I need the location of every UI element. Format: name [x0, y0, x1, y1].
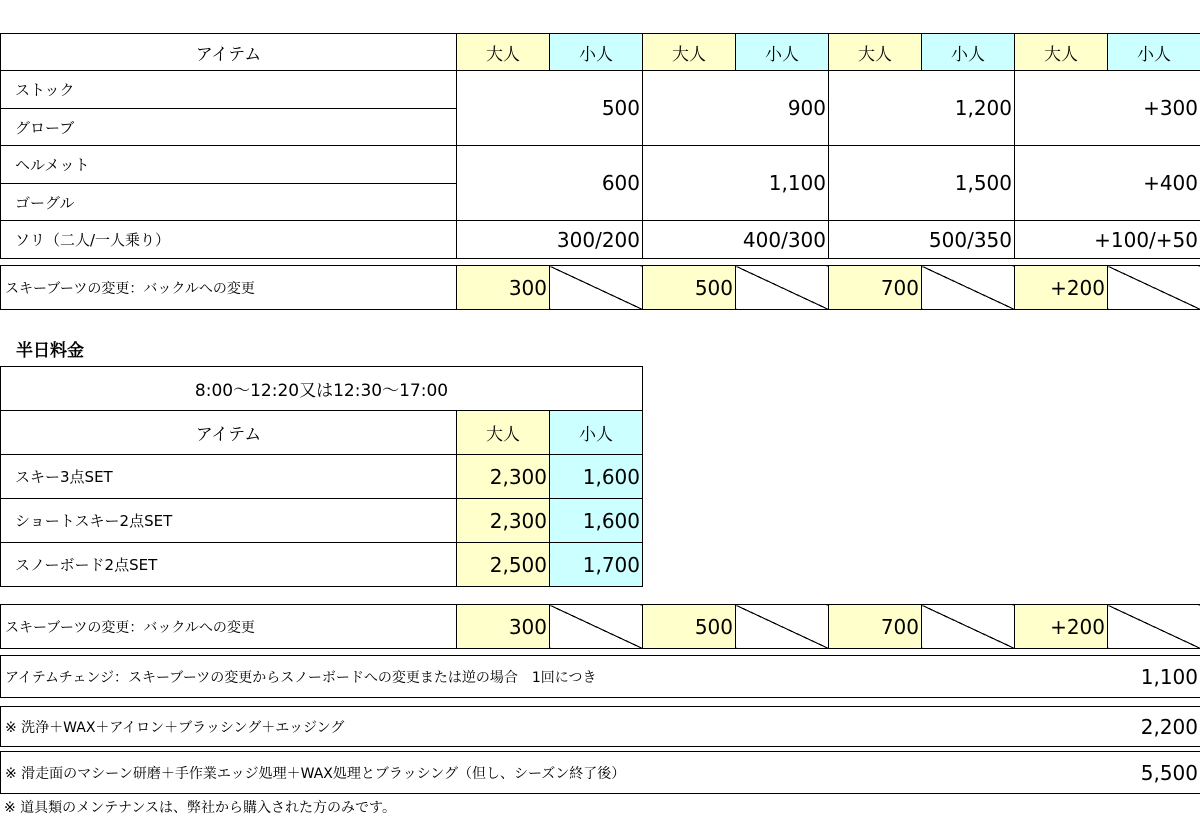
item-change-label: アイテムチェンジ：スキーブーツの変更からスノーボードへの変更または逆の場合 1回につき: [1, 656, 1101, 698]
price-cell: 500: [457, 71, 643, 146]
col-header-child: 小人: [1108, 34, 1200, 71]
maintenance-full-label: ※ 滑走面のマシーン研磨＋手作業エッジ処理＋WAX処理とブラッシング（但し、シーズン終了後）: [1, 752, 1101, 794]
maintenance-full-price: 5,500: [1101, 752, 1200, 794]
col-header-child: 小人: [550, 411, 643, 455]
price-adult: 2,300: [457, 499, 550, 543]
na-cell: [922, 266, 1015, 310]
item-name: ヘルメット: [1, 146, 457, 184]
price-cell: 400/300: [643, 221, 829, 259]
boots-change-row: [0, 604, 1200, 649]
item-name: ゴーグル: [1, 184, 457, 221]
boots-price-adult: 500: [643, 605, 736, 649]
boots-price-adult: 300: [457, 266, 550, 310]
price-child: 1,700: [550, 543, 643, 587]
item-change-price: 1,100: [1101, 656, 1200, 698]
col-header-adult: 大人: [457, 34, 550, 71]
half-day-time-range: 8:00〜12:20又は12:30〜17:00: [1, 367, 643, 411]
na-cell: [1108, 605, 1200, 649]
maintenance-footnote: ※ 道具類のメンテナンスは、弊社から購入された方のみです。: [4, 800, 396, 816]
boots-price-adult: 300: [457, 605, 550, 649]
price-cell: 500/350: [829, 221, 1015, 259]
item-name: ソリ（二人/一人乗り）: [1, 221, 457, 259]
col-header-adult: 大人: [829, 34, 922, 71]
price-cell: 900: [643, 71, 829, 146]
item-name: ストック: [1, 71, 457, 109]
boots-price-adult: 700: [829, 266, 922, 310]
price-child: 1,600: [550, 455, 643, 499]
price-cell: +300: [1015, 71, 1200, 146]
boots-price-adult: +200: [1015, 266, 1108, 310]
boots-change-row: [0, 265, 1200, 310]
item-name: グローブ: [1, 109, 457, 146]
col-header-child: 小人: [550, 34, 643, 71]
boots-change-label: スキーブーツの変更：バックルへの変更: [1, 266, 457, 310]
boots-price-adult: 500: [643, 266, 736, 310]
price-cell: 1,200: [829, 71, 1015, 146]
maintenance-basic-price: 2,200: [1101, 707, 1200, 747]
item-header: アイテム: [1, 411, 457, 455]
col-header-child: 小人: [736, 34, 829, 71]
price-adult: 2,500: [457, 543, 550, 587]
half-day-title: 半日料金: [16, 341, 84, 361]
boots-price-adult: +200: [1015, 605, 1108, 649]
price-cell: 300/200: [457, 221, 643, 259]
set-name: スキー3点SET: [1, 455, 457, 499]
price-cell: 1,500: [829, 146, 1015, 221]
na-cell: [1108, 266, 1200, 310]
price-child: 1,600: [550, 499, 643, 543]
na-cell: [550, 605, 643, 649]
item-header: アイテム: [1, 34, 457, 71]
maintenance-full-row: [0, 751, 1200, 794]
set-name: スノーボード2点SET: [1, 543, 457, 587]
col-header-child: 小人: [922, 34, 1015, 71]
half-day-table: [0, 366, 643, 587]
na-cell: [550, 266, 643, 310]
rental-price-table: [0, 33, 1200, 259]
col-header-adult: 大人: [457, 411, 550, 455]
price-cell: +100/+50: [1015, 221, 1200, 259]
item-change-row: [0, 655, 1200, 698]
boots-price-adult: 700: [829, 605, 922, 649]
boots-change-label: スキーブーツの変更：バックルへの変更: [1, 605, 457, 649]
price-adult: 2,300: [457, 455, 550, 499]
maintenance-basic-row: [0, 706, 1200, 747]
price-cell: +400: [1015, 146, 1200, 221]
maintenance-basic-label: ※ 洗浄＋WAX＋アイロン＋ブラッシング＋エッジング: [1, 707, 1101, 747]
na-cell: [736, 266, 829, 310]
price-cell: 600: [457, 146, 643, 221]
price-cell: 1,100: [643, 146, 829, 221]
col-header-adult: 大人: [1015, 34, 1108, 71]
set-name: ショートスキー2点SET: [1, 499, 457, 543]
na-cell: [922, 605, 1015, 649]
col-header-adult: 大人: [643, 34, 736, 71]
na-cell: [736, 605, 829, 649]
